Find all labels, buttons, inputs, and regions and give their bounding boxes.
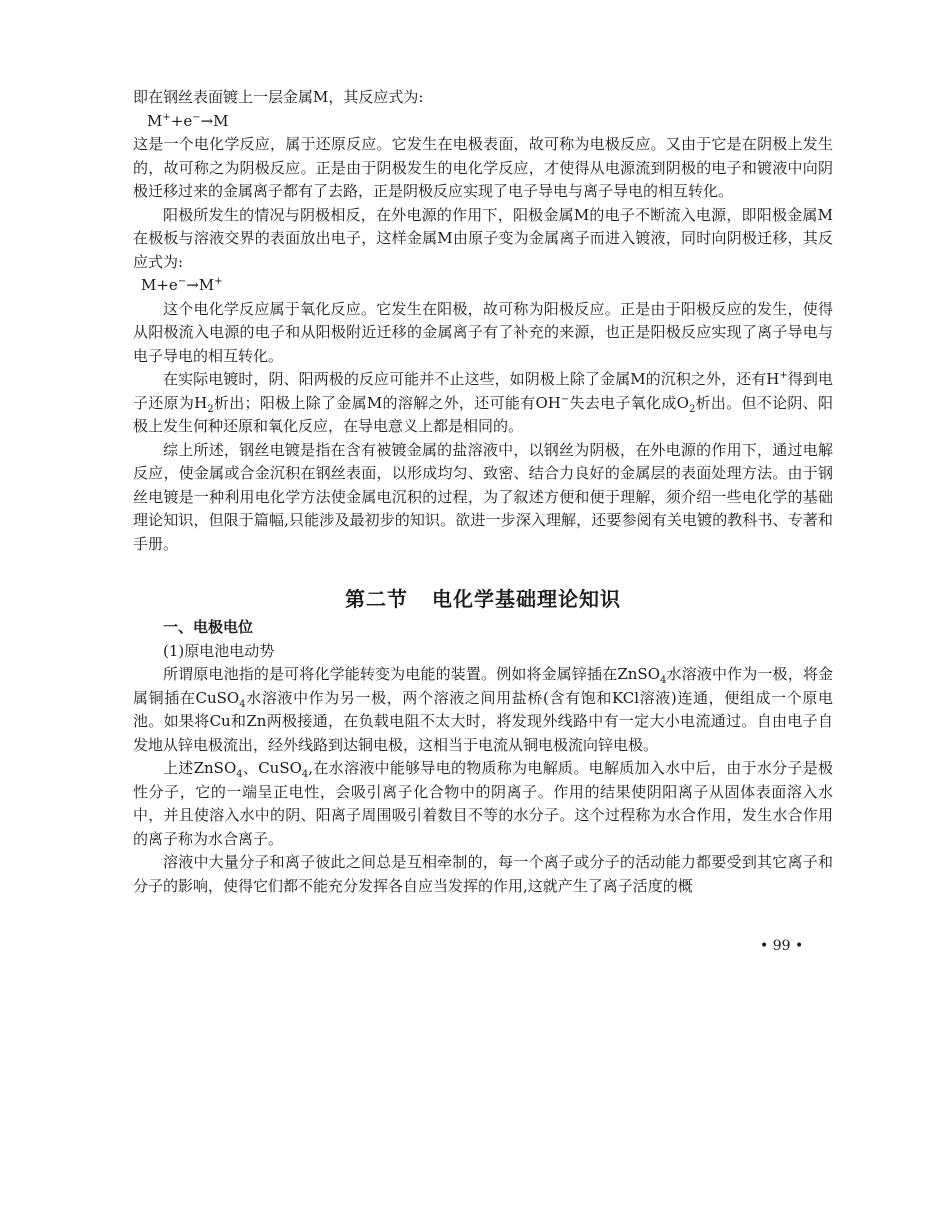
paragraph-ion-activity: 溶液中大量分子和离子彼此之间总是互相牵制的，每一个离子或分子的活动能力都要受到其它离子和分子的影响，使得它们都不能充分发挥各自应当发挥的作用,这就产生了离子活度的概 — [133, 853, 833, 895]
paragraph-anode-reaction: 这个电化学反应属于氧化反应。它发生在阳极，故可称为阳极反应。正是由于阳极反应的发生，使得从阳极流入电源的电子和从阳极附近迁移的金属离子有了补充的来源，也正是阳极反应实现了离子导电与电子导电的相互转化。 — [133, 299, 833, 365]
subsubheading-emf: (1)原电池电动势 — [163, 641, 275, 660]
section-title: 第二节 电化学基础理论知识 — [345, 587, 621, 611]
page-body — [133, 86, 833, 898]
paragraph-galvanic-cell: 所谓原电池指的是可将化学能转变为电能的装置。例如将金属锌插在ZnSO$_4$水溶液中作为一极，将金属铜插在CuSO$_4$水溶液中作为另一极，两个溶液之间用盐桥(含有饱和KCl溶液)连通，便组成一个原电池。如果将Cu和Zn两极接通，在负载电阻不太大时，将发现外线路中有一定大小电流通过。自由电子自发地从锌电极流出，经外线路到达铜电极，这相当于电流从铜电极流向锌电极。 — [133, 665, 833, 754]
anode-reaction-formula: M+e−→M+ — [141, 276, 223, 294]
paragraph-actual-electroplating: 在实际电镀时，阴、阳两极的反应可能并不止这些，如阴极上除了金属M的沉积之外，还有H+得到电子还原为$H_2$析出；阳极上除了金属M的溶解之外，还可能有OH−失去电子氧化成$O_2$析出。但不论阴、阳极上发生何种还原和氧化反应，在导电意义上都是相同的。 — [133, 370, 833, 435]
spacer — [133, 556, 833, 568]
cathode-reaction-formula: M++e−→M — [147, 111, 229, 130]
paragraph-electrolyte: 上述ZnSO$_4$、CuSO$_4$,在水溶液中能够导电的物质称为电解质。电解质加入水中后，由于水分子是极性分子，它的一端呈正电性，会吸引离子化合物中的阴离子。作用的结果使阴阳离子从固体表面溶入水中，并且使溶入水中的阴、阳离子周围吸引着数目不等的水分子。这个过程称为水合作用，发生水合作用的离子称为水合离子。 — [133, 759, 833, 848]
intro-line: 即在钢丝表面镀上一层金属M，其反应式为: — [133, 88, 424, 106]
paragraph-anode-description: 阳极所发生的情况与阴极相反，在外电源的作用下，阳极金属M的电子不断流入电源，即阳极金属M在极板与溶液交界的表面放出电子，这样金属M由原子变为金属离子而进入镀液，同时向阴极迁移，其反应式为: — [133, 205, 833, 271]
paragraph-cathode-reaction: 这是一个电化学反应，属于还原反应。它发生在电极表面，故可称为电极反应。又由于它是在阴极上发生的，故可称之为阴极反应。正是由于阴极发生的电化学反应，才使得从电源流到阴极的电子和镀液中向阴极迁移过来的金属离子都有了去路，正是阴极反应实现了电子导电与离子导电的相互转化。 — [133, 135, 833, 200]
page-number: • 99 • — [760, 938, 804, 954]
subheading-electrode-potential: 一、电极电位 — [163, 618, 254, 636]
paragraph-summary: 综上所述，钢丝电镀是指在含有被镀金属的盐溶液中，以钢丝为阴极，在外电源的作用下，通过电解反应，使金属或合金沉积在钢丝表面，以形成均匀、致密、结合力良好的金属层的表面处理方法。由于钢丝电镀是一种利用电化学方法使金属电沉积的过程，为了叙述方便和便于理解，须介绍一些电化学的基础理论知识，但限于篇幅,只能涉及最初步的知识。欲进一步深入理解，还要参阅有关电镀的教科书、专著和手册。 — [133, 440, 833, 553]
